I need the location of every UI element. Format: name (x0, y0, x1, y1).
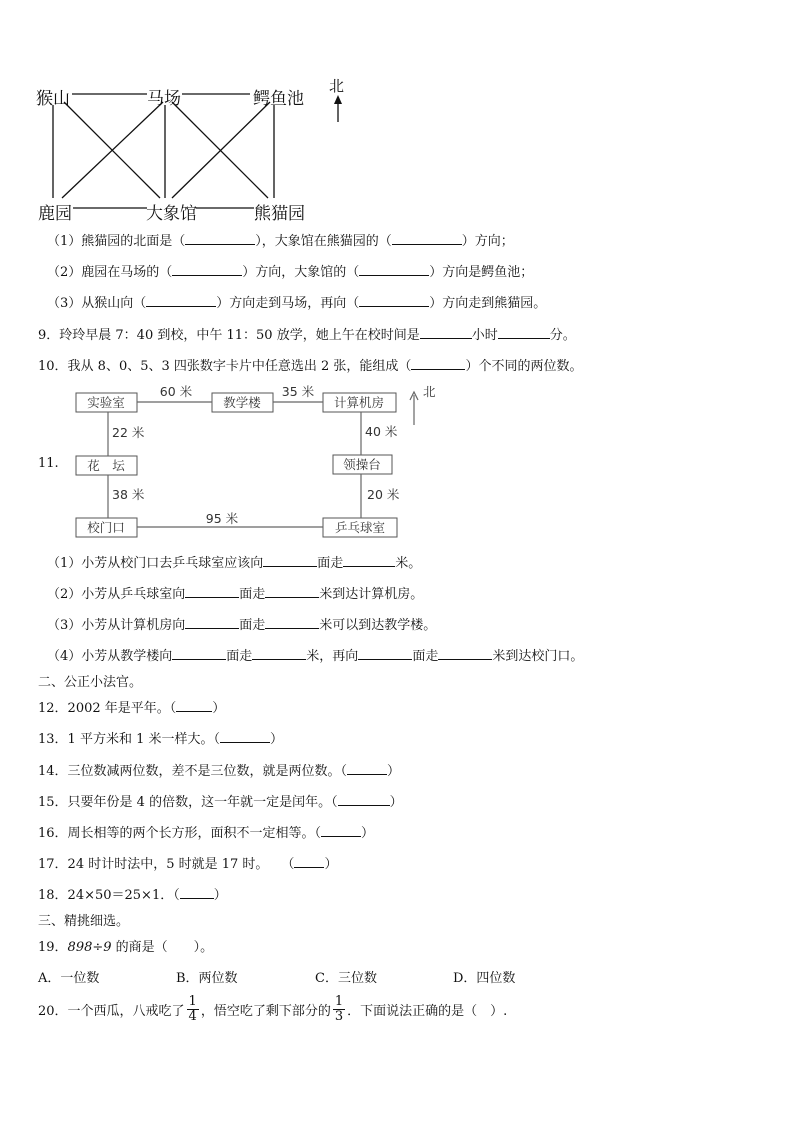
q10: 10．我从 8、0、5、3 四张数字卡片中任意选出 2 张，能组成（ ）个不同的两位数。 (38, 359, 583, 374)
q13: 13．1 平方米和 1 米一样大。（ ） (38, 732, 283, 747)
q19-option-d[interactable]: D．四位数 (453, 971, 516, 986)
section-3-title: 三、精挑细选。 (38, 914, 130, 929)
q19-option-a[interactable]: A．一位数 (38, 971, 100, 986)
distance-22: 22 米 (112, 425, 145, 440)
q8-line2: （2）鹿园在马场的（ ）方向，大象馆的（ ）方向是鳄鱼池； (47, 265, 534, 280)
q11-number: 11. (38, 456, 59, 471)
q12: 12．2002 年是平年。（ ） (38, 701, 226, 716)
place-jiaoxuelou: 教学楼 (223, 395, 261, 410)
place-xiongmaoyuan: 熊猫园 (254, 204, 305, 224)
q17: 17．24 时计时法中，5 时就是 17 时。 （ ） (38, 857, 338, 872)
distance-95: 95 米 (205, 511, 239, 526)
place-pingpangqiushi: 乒乓球室 (334, 520, 386, 535)
distance-35: 35 米 (281, 384, 315, 399)
distance-20: 20 米 (367, 487, 400, 502)
q16: 16．周长相等的两个长方形，面积不一定相等。（ ） (38, 826, 375, 841)
place-xiaomenkou: 校门口 (87, 520, 125, 535)
q19-option-b[interactable]: B．两位数 (176, 971, 238, 986)
q8-line1: （1）熊猫园的北面是（ ），大象馆在熊猫园的（ ）方向； (47, 234, 514, 249)
q15: 15．只要年份是 4 的倍数，这一年就一定是闰年。（ ） (38, 795, 403, 810)
place-jisuanjifang: 计算机房 (333, 395, 385, 410)
q20-stem: 20．一个西瓜，八戒吃了 $\frac{1}{4}$ ，悟空吃了剩下部分的 $\frac{1}{3}$ ．下面说法正确的是（ ）. (38, 994, 508, 1024)
place-luyuan: 鹿园 (38, 204, 72, 224)
north-label: 北 (329, 77, 345, 95)
school-map (0, 0, 794, 545)
distance-40: 40 米 (365, 424, 398, 439)
distance-60: 60 米 (159, 384, 193, 399)
place-housan: 猴山 (36, 89, 70, 109)
q11-line3: （3）小芳从计算机房向 面走 米可以到达教学楼。 (47, 618, 437, 633)
distance-38: 38 米 (112, 487, 145, 502)
fraction-one-third: $\frac{1}{3}$ (334, 994, 344, 1024)
place-huatan: 花 坛 (87, 458, 125, 473)
q19-stem: 19．898÷9 的商是（ ）。 (38, 940, 214, 955)
q11-line2: （2）小芳从乒乓球室向 面走 米到达计算机房。 (47, 587, 424, 602)
place-lingcaotai: 领操台 (343, 457, 381, 472)
place-shiyanshi: 实验室 (87, 395, 125, 410)
section-2-title: 二、公正小法官。 (38, 675, 143, 690)
place-machang: 马场 (147, 89, 181, 109)
q18: 18．24×50＝25×1．（ ） (38, 888, 227, 903)
q11-line1: （1）小芳从校门口去乒乓球室应该向 面走 米。 (47, 556, 422, 571)
place-daxiangguan: 大象馆 (146, 204, 197, 224)
q14: 14．三位数减两位数，差不是三位数，就是两位数。（ ） (38, 764, 401, 779)
north-label-2: 北 (423, 384, 436, 399)
q19-option-c[interactable]: C．三位数 (315, 971, 377, 986)
place-eyuchi: 鳄鱼池 (253, 89, 304, 109)
q9: 9．玲玲早晨 7：40 到校，中午 11：50 放学，她上午在校时间是 小时 分。 (38, 328, 576, 343)
fraction-one-quarter: $\frac{1}{4}$ (188, 994, 197, 1024)
q11-line4: （4）小芳从教学楼向 面走 米，再向 面走 米到达校门口。 (47, 649, 584, 664)
q8-line3: （3）从猴山向（ ）方向走到马场，再向（ ）方向走到熊猫园。 (47, 296, 547, 311)
